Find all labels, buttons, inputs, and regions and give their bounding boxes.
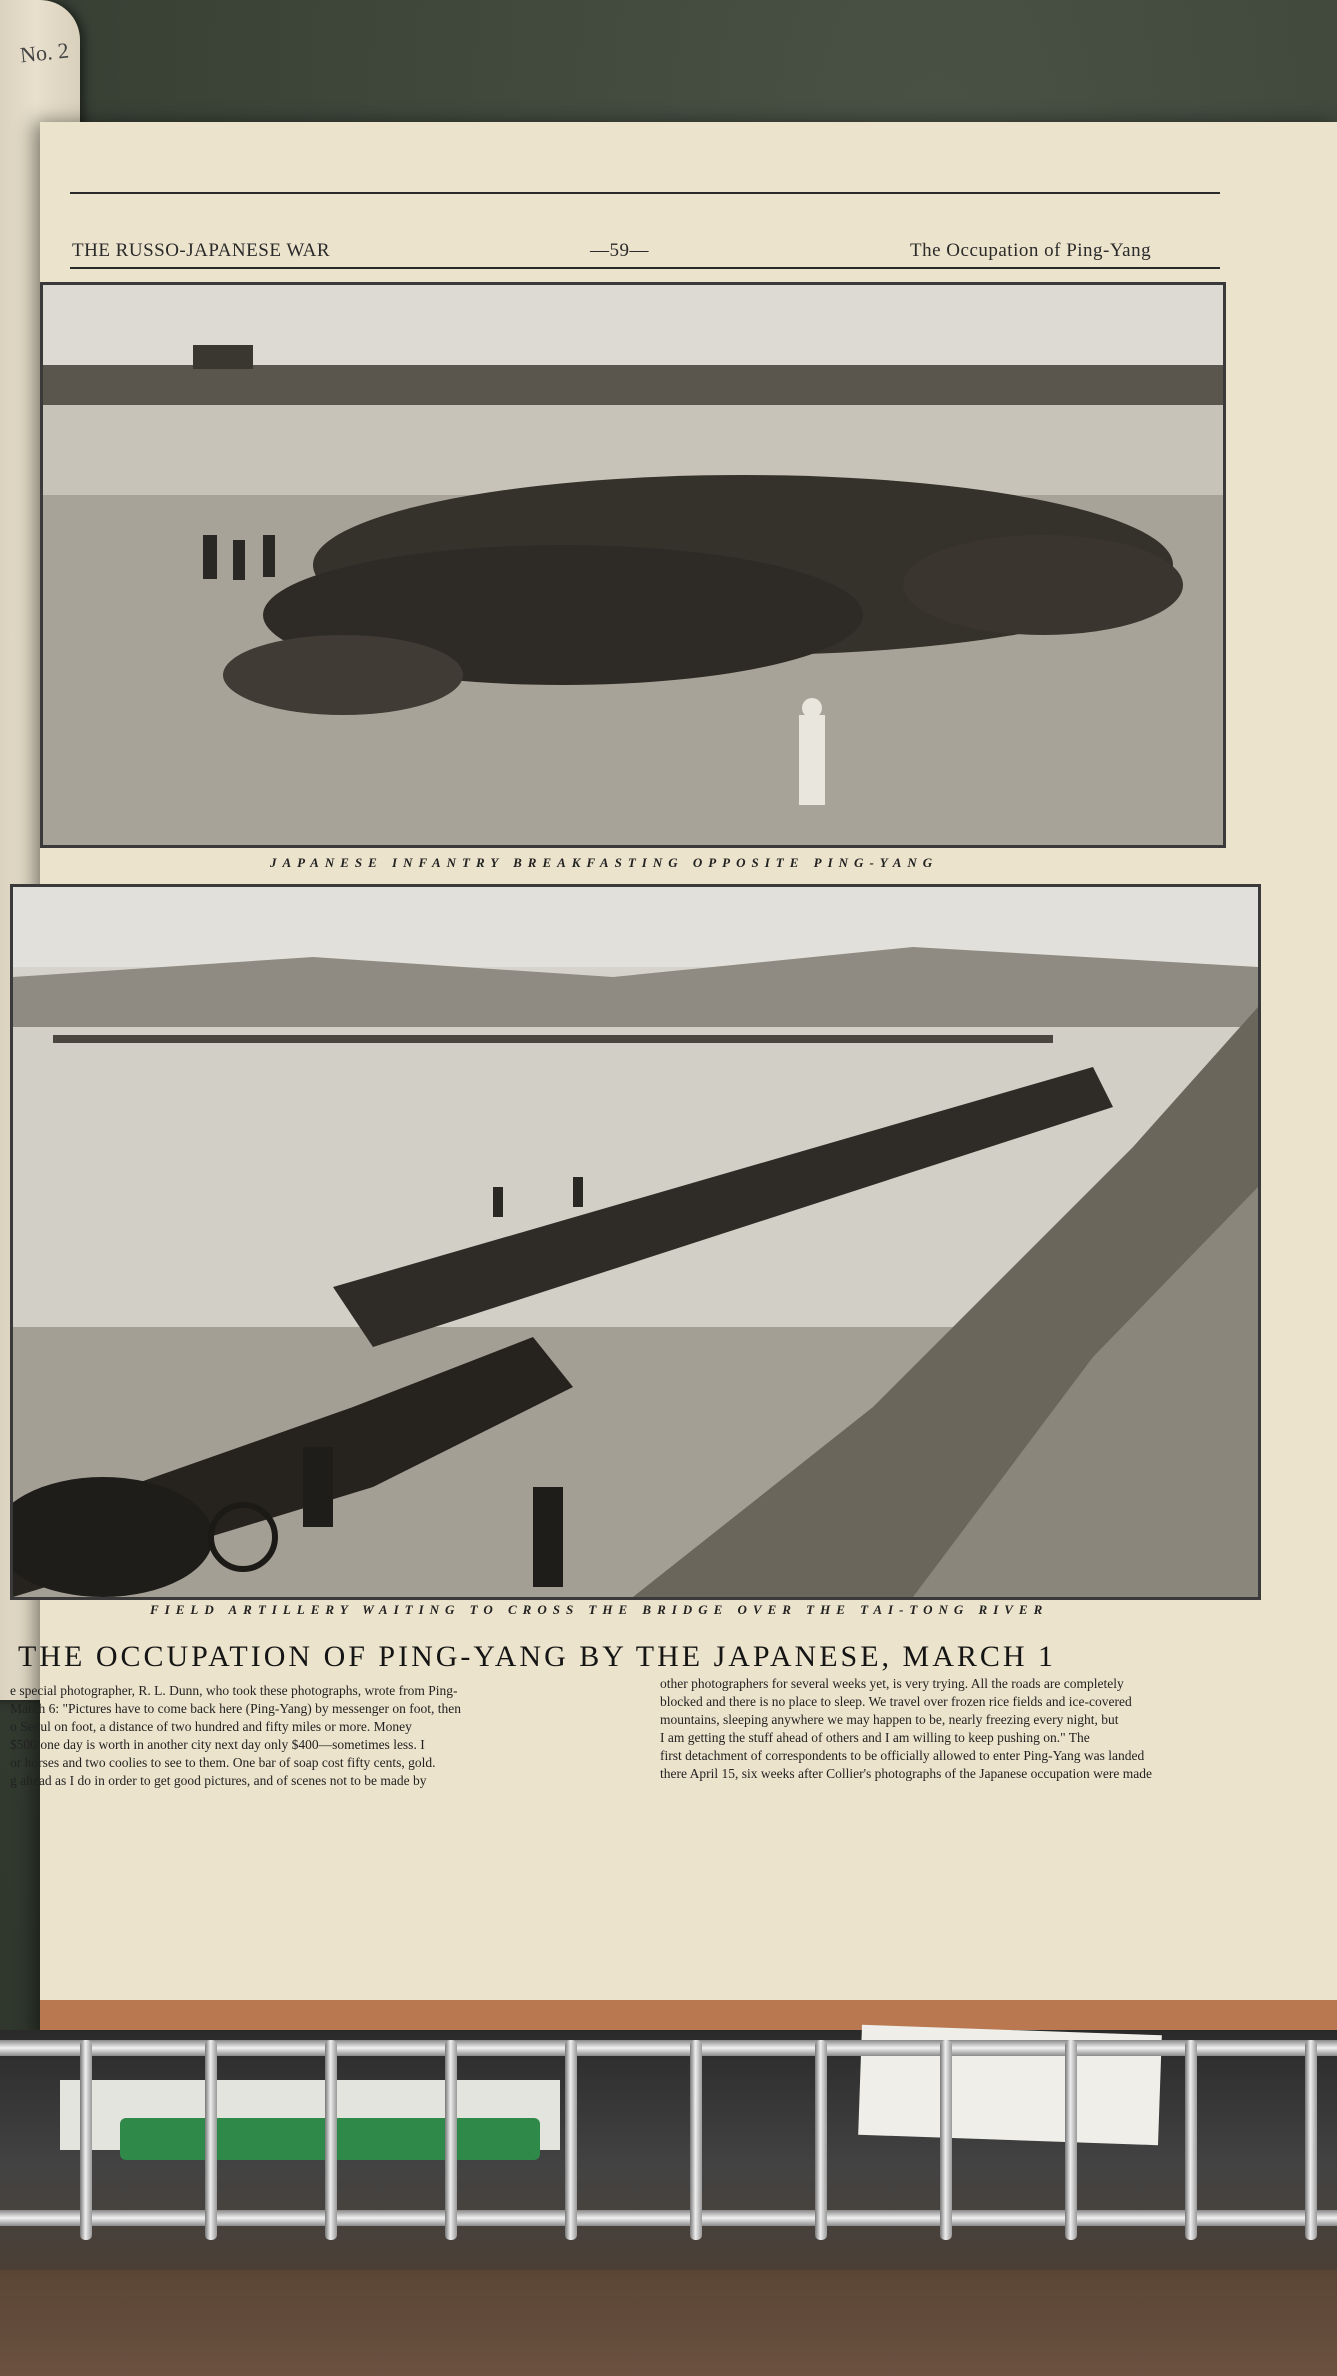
rack-bar xyxy=(690,2040,702,2240)
rack-rail-top xyxy=(0,2040,1337,2056)
rack-bar xyxy=(1065,2040,1077,2240)
rack-bar xyxy=(1305,2040,1317,2240)
caption-infantry: JAPANESE INFANTRY BREAKFASTING OPPOSITE PING-YANG xyxy=(270,855,939,870)
rack-bar xyxy=(80,2040,92,2240)
wooden-surface xyxy=(0,2270,1337,2376)
caption-artillery: FIELD ARTILLERY WAITING TO CROSS THE BRIDGE OVER THE TAI-TONG RIVER xyxy=(150,1602,1049,1617)
photo-infantry-breakfasting xyxy=(40,282,1226,848)
photo-infantry-image xyxy=(43,285,1223,845)
photo-field-artillery xyxy=(10,884,1261,1600)
photo-artillery-image xyxy=(13,887,1258,1597)
rack-bar xyxy=(815,2040,827,2240)
left-page-corner-text: No. 2 xyxy=(18,37,71,68)
rack-bar xyxy=(940,2040,952,2240)
rack-bar xyxy=(565,2040,577,2240)
header-rule-top xyxy=(70,192,1220,194)
rack-bar xyxy=(1185,2040,1197,2240)
header-rule-bottom xyxy=(70,267,1220,269)
rack-bar xyxy=(205,2040,217,2240)
rack-bar xyxy=(445,2040,457,2240)
running-head-left: THE RUSSO-JAPANESE WAR xyxy=(72,240,331,261)
running-head-right: The Occupation of Ping-Yang xyxy=(910,240,1152,261)
running-head-page-number: —59— xyxy=(590,240,649,261)
article-column-left: e special photographer, R. L. Dunn, who took these photographs, wrote from Ping- March 6: "Pictures have to come back here (Ping-Yang) by messenger on foot, then o Seoul on foot, a distance of two hundred and fifty miles or more. Money $500 one day is worth in another city next day only $400—sometimes less. I or horses and two coolies to see to them. One bar of soap cost fifty cents, gold. g ahead as I do in order to get good pictures, and of scenes not to be made by xyxy=(10,1683,462,1788)
article-column-right: other photographers for several weeks yet, is very trying. All the roads are completely blocked and there is no place to sleep. We travel over frozen rice fields and ice-covered mountains, sleeping anywhere we may happen to be, nearly freezing every night, but I am getting the stuff ahead of others and I am willing to keep pushing on." The first detachment of correspondents to be officially allowed to enter Ping-Yang was landed there April 15, six weeks after Collier's photographs of the Japanese occupation were made xyxy=(660,1676,1153,1781)
rack-rail-bottom xyxy=(0,2210,1337,2226)
rack-bar xyxy=(325,2040,337,2240)
book-page xyxy=(10,122,1337,2042)
article-headline: THE OCCUPATION OF PING-YANG BY THE JAPANESE, MARCH 1 xyxy=(18,1640,1057,1673)
